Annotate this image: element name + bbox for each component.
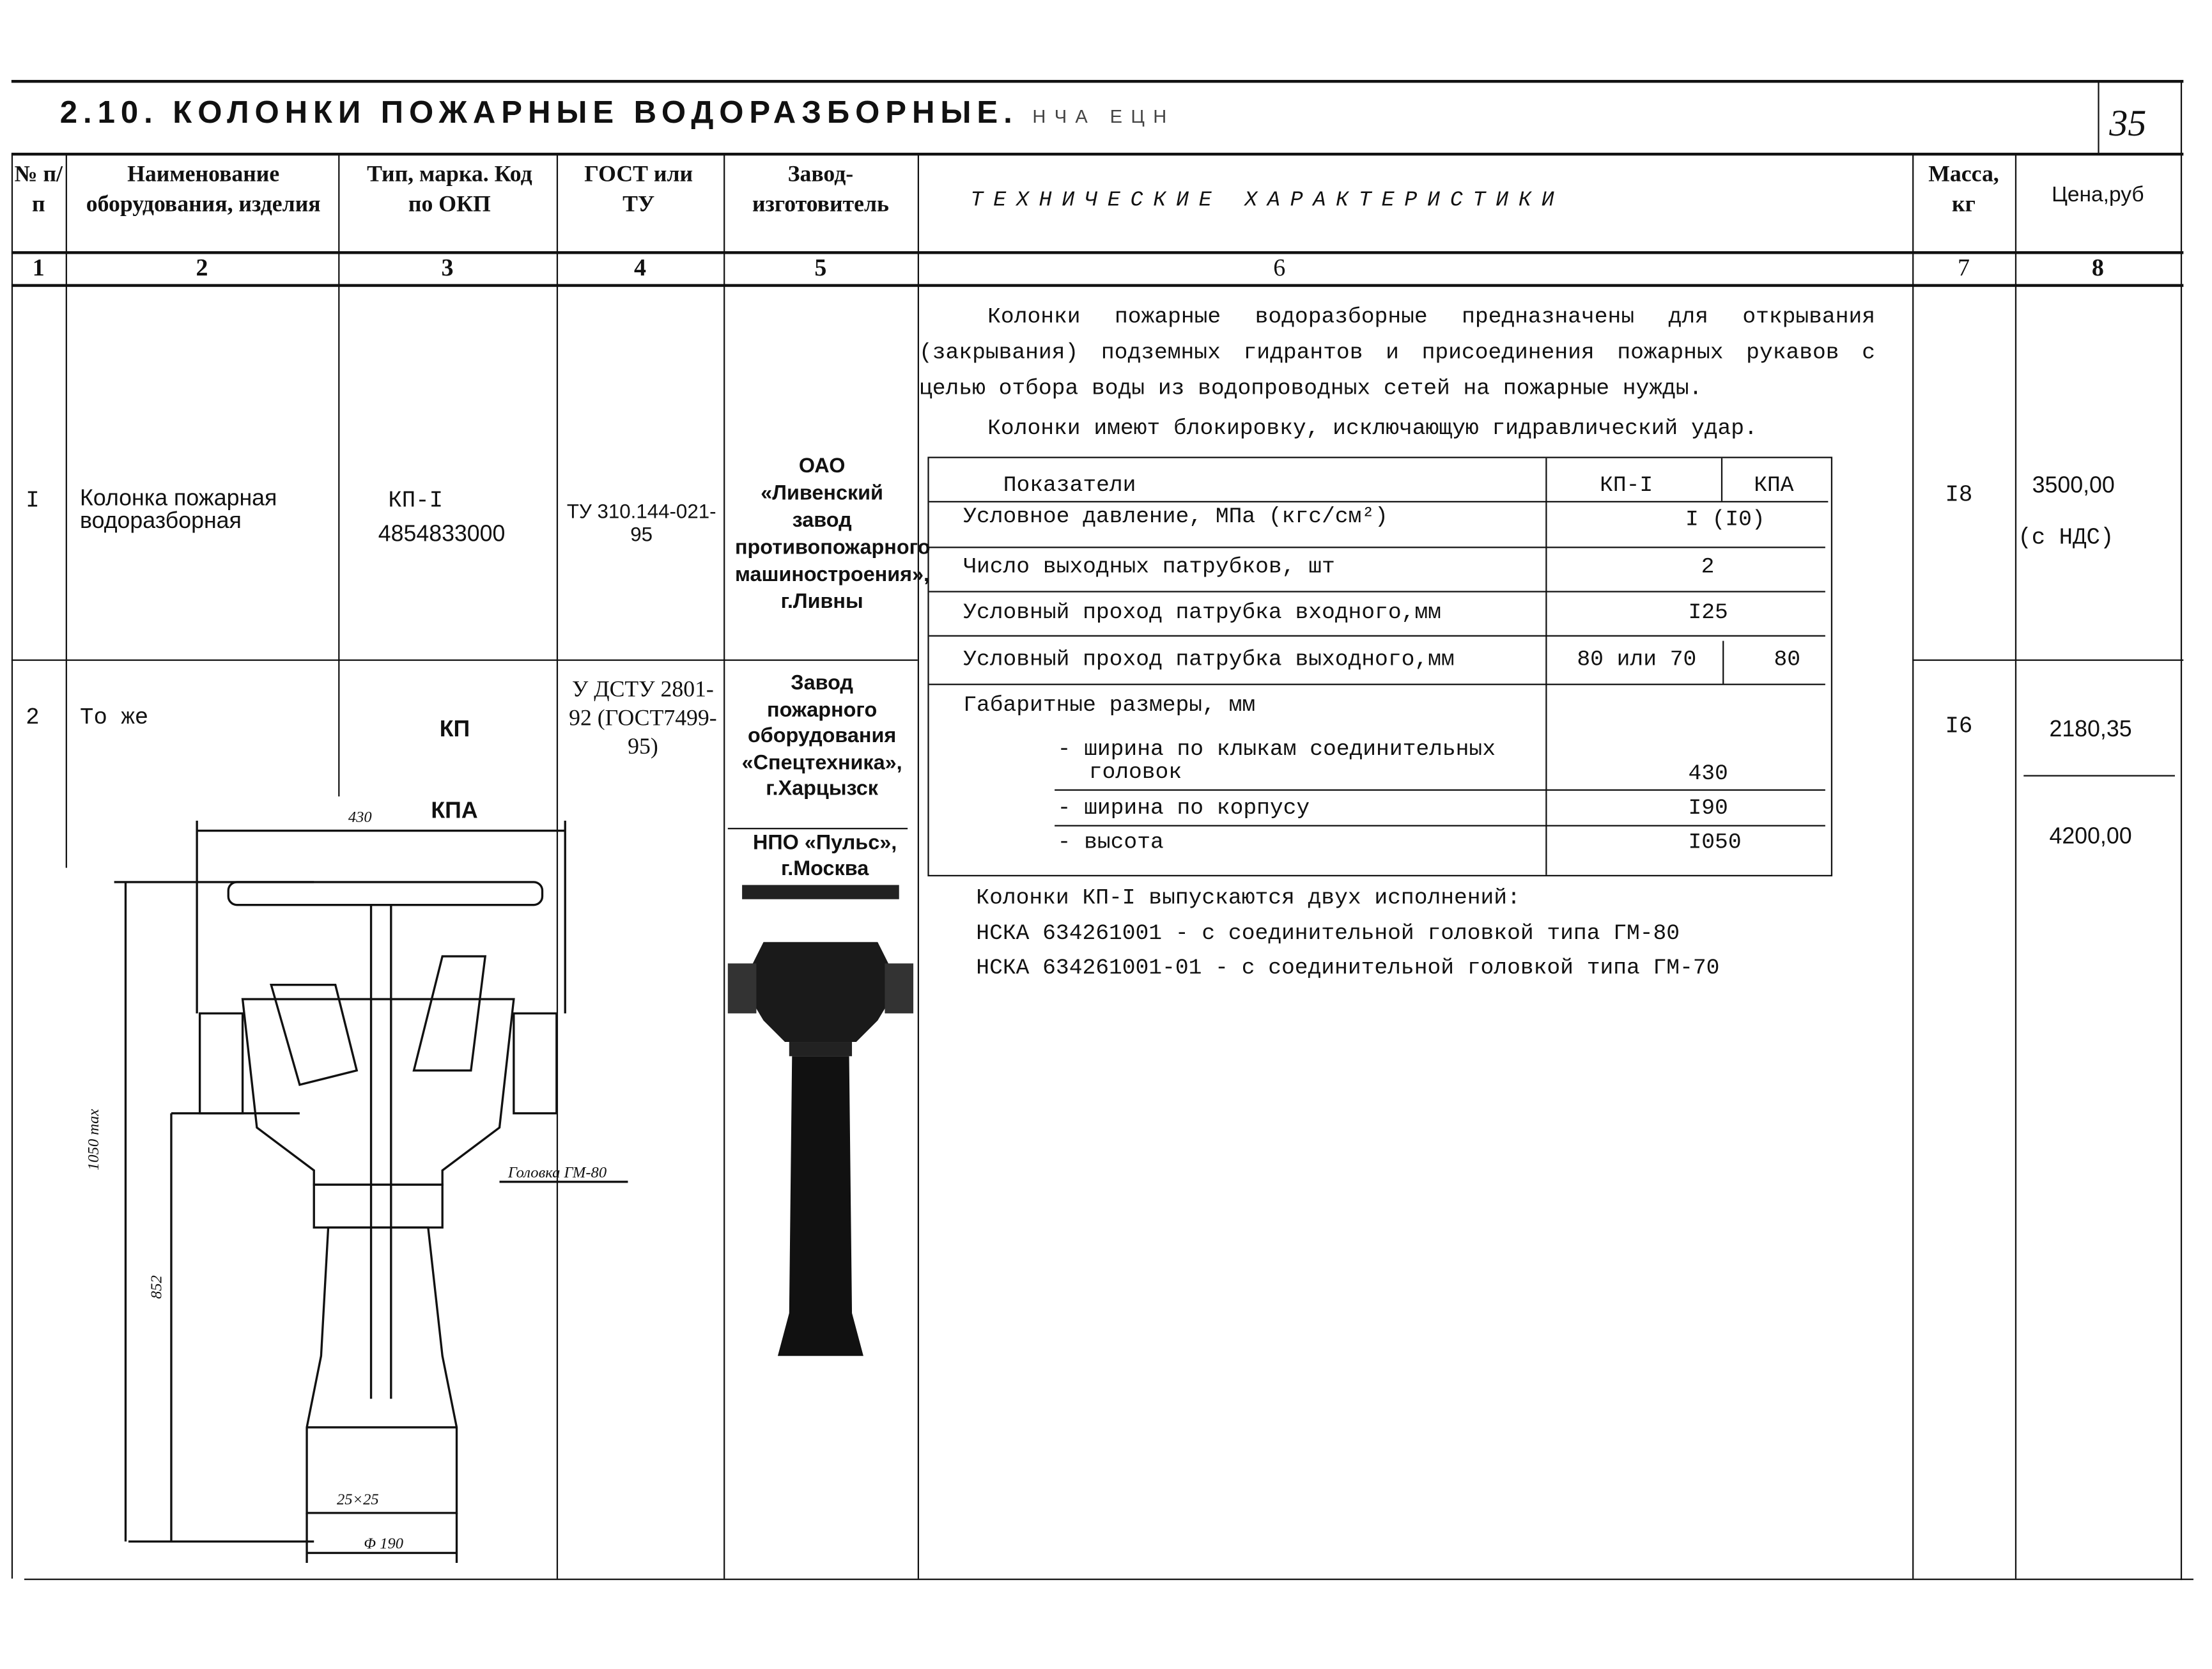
spec-line: [929, 684, 1825, 685]
row2-maker: Завод пожарного оборудования «Спецтехника», г.Харцызск: [741, 672, 902, 801]
col-number: 1: [32, 254, 45, 281]
dim-height: 1050 max: [85, 1108, 103, 1170]
spec-col-line: [1721, 458, 1722, 501]
spec-label: Условный проход патрубка входного,мм: [963, 599, 1441, 626]
col-number: 5: [814, 254, 827, 281]
spec-label: - ширина по клыкам соединительных головок: [1057, 736, 1496, 786]
spec-value-kp: 80 или 70: [1577, 646, 1697, 672]
spec-label: - высота: [1057, 829, 1164, 855]
row1-gost: ТУ 310.144-021-95: [566, 499, 716, 545]
hydrant-photo: [721, 885, 921, 1363]
spec-line: [929, 635, 1825, 637]
row2-type2: КПА: [431, 799, 478, 824]
spec-value: I90: [1688, 795, 1728, 821]
col-number: 7: [1957, 254, 1970, 281]
bottom-border: [24, 1579, 2193, 1580]
header-name: Наименование оборудования, изделия: [86, 162, 321, 217]
row-divider-right: [1912, 660, 2183, 661]
header-type: Тип, марка. Код по ОКП: [367, 162, 532, 217]
col-line: [723, 154, 725, 1578]
right-border: [2181, 81, 2182, 1580]
spec-label: Число выходных патрубков, шт: [963, 554, 1335, 580]
page-number-divider: [2098, 81, 2099, 153]
numbers-bottom-line: [12, 284, 2183, 286]
spec-header-kpa: КПА: [1754, 472, 1794, 499]
spec-table: [927, 457, 1832, 876]
spec-header-kp: КП-I: [1600, 472, 1653, 499]
spec-label: - ширина по корпусу: [1057, 795, 1310, 821]
row2-no: 2: [26, 705, 40, 731]
dim-width: 430: [348, 809, 372, 827]
dim-diameter: Φ 190: [364, 1535, 404, 1553]
row1-maker: ОАО «Ливенский завод противопожарного машиностроения», г.Ливны: [734, 455, 931, 614]
header-no: № п/п: [14, 162, 63, 217]
spec-line: [1055, 789, 1825, 791]
spec-label: Габаритные размеры, мм: [963, 692, 1256, 718]
row2-price: 2180,35: [2049, 718, 2132, 743]
spec-value: 2: [1701, 554, 1715, 580]
col-number: 8: [2091, 254, 2104, 281]
spec-col-line: [1545, 458, 1547, 875]
row2-name: То же: [80, 705, 149, 731]
hydrant-drawing: [86, 799, 685, 1570]
version-1: НСКА 634261001 - с соединительной головкой типа ГМ-80: [976, 920, 1680, 947]
spec-value: I050: [1688, 829, 1742, 855]
spec-value-kpa: 80: [1774, 646, 1801, 672]
top-border: [12, 80, 2183, 82]
spec-label: Условный проход патрубка выходного,мм: [963, 646, 1455, 672]
spec-line: [1055, 825, 1825, 827]
row1-price-note: (с НДС): [2018, 525, 2114, 551]
header-gost: ГОСТ или ТУ: [584, 162, 693, 217]
spec-header-label: Показатели: [1003, 472, 1136, 499]
spec-label: Условное давление, МПа (кгс/см²): [963, 504, 1388, 530]
col-line: [1912, 154, 1914, 1578]
row2-type: КП: [439, 718, 470, 743]
row1-okp: 4854833000: [378, 522, 506, 547]
left-border: [12, 154, 13, 1578]
spec-line: [929, 591, 1825, 592]
col-line: [2015, 154, 2016, 1578]
row2-gost: У ДСТУ 2801-92 (ГОСТ7499-95): [569, 678, 717, 759]
row1-type: КП-I: [388, 488, 444, 514]
spec-value: I (I0): [1685, 506, 1765, 532]
header-specs: ТЕХНИЧЕСКИЕ ХАРАКТЕРИСТИКИ: [970, 188, 1565, 213]
description-p2: Колонки имеют блокировку, исключающую гидравлический удар.: [987, 415, 1758, 441]
header-top-line: [12, 153, 2183, 155]
col-number: 4: [633, 254, 646, 281]
dim-head-label: Головка ГМ-80: [507, 1165, 607, 1182]
row1-price: 3500,00: [2032, 474, 2115, 499]
version-2: НСКА 634261001-01 - с соединительной головкой типа ГМ-70: [976, 954, 1720, 981]
dim-h2: 852: [148, 1275, 166, 1299]
dim-square: 25×25: [336, 1491, 379, 1509]
row1-no: I: [26, 488, 40, 514]
col-number: 3: [441, 254, 454, 281]
page-number: 35: [2109, 102, 2147, 144]
price-divider: [2023, 775, 2175, 776]
row-divider: [12, 660, 918, 661]
header-mass: Масса, кг: [1928, 162, 1999, 217]
col-number: 6: [1273, 254, 1286, 281]
row1-mass: I8: [1945, 482, 1973, 508]
row2-maker2: НПО «Пульс», г.Москва: [753, 832, 897, 881]
page-title: 2.10. КОЛОНКИ ПОЖАРНЫЕ ВОДОРАЗБОРНЫЕ. НЧА ЕЦН: [59, 94, 1175, 130]
row2-mass: I6: [1945, 713, 1973, 740]
header-price: Цена,руб: [2052, 182, 2144, 207]
header-maker: Завод-изготовитель: [752, 162, 889, 217]
versions-intro: Колонки КП-I выпускаются двух исполнений:: [976, 885, 1520, 911]
col-number: 2: [196, 254, 208, 281]
row1-name: Колонка пожарная водоразборная: [80, 486, 277, 534]
spec-line: [929, 547, 1825, 548]
spec-value: 430: [1688, 761, 1728, 787]
spec-value: I25: [1688, 599, 1728, 626]
spec-line: [929, 501, 1829, 502]
col-line: [338, 154, 339, 796]
description-p1: Колонки пожарные водоразборные предназначены для открывания (закрывания) подземных гидрантов и присоединения пожарных рукавов с целью отбора воды из водопроводных сетей на пожарные нужды.: [918, 304, 1876, 401]
maker-divider: [728, 828, 908, 829]
spec-col-line: [1722, 641, 1724, 684]
row2-price2: 4200,00: [2049, 825, 2132, 850]
